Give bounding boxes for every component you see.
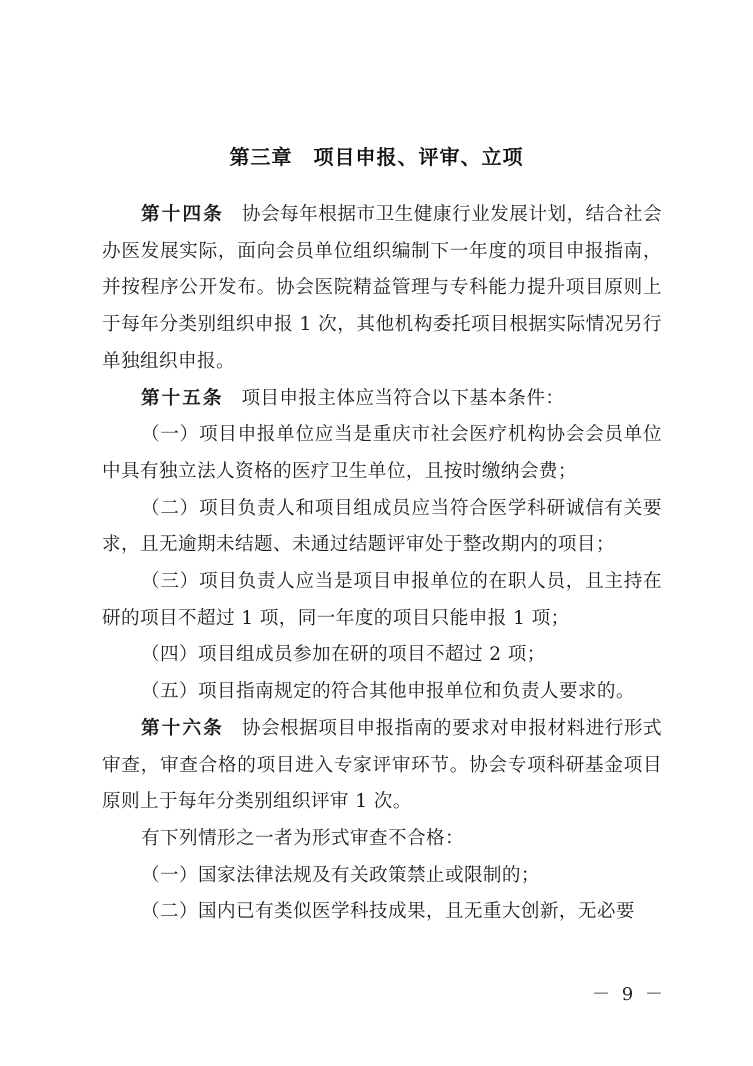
condition-item: （一）项目申报单位应当是重庆市社会医疗机构协会会员单位中具有独立法人资格的医疗卫生单位，且按时缴纳会费； xyxy=(102,424,662,482)
failure-intro: 有下列情形之一者为形式审查不合格： xyxy=(141,827,464,849)
failure-item: （一）国家法律法规及有关政策禁止或限制的； xyxy=(141,864,540,886)
page-number: － 9 － xyxy=(592,984,666,1005)
article-number: 第十四条 xyxy=(141,204,224,225)
article-15 xyxy=(102,381,662,418)
article-14 xyxy=(102,197,662,381)
page-bottom-edge xyxy=(0,1058,753,1066)
chapter-title: 第三章 项目申报、评审、立项 xyxy=(229,145,524,169)
failure-item: （二）国内已有类似医学科技成果，且无重大创新，无必要 xyxy=(141,901,635,923)
article-number: 第十五条 xyxy=(141,387,224,409)
condition-item: （二）项目负责人和项目组成员应当符合医学科研诚信有关要求，且无逾期未结题、未通过结题评审处于整改期内的项目； xyxy=(102,497,662,556)
article-text: 协会根据项目申报指南的要求对申报材料进行形式审查，审查合格的项目进入专家评审环节。协会专项科研基金项目原则上于每年分类别组织评审 1 次。 xyxy=(102,717,662,813)
article-text: 项目申报主体应当符合以下基本条件： xyxy=(241,387,565,409)
article-number: 第十六条 xyxy=(141,717,224,739)
article-16 xyxy=(102,711,662,821)
condition-item: （五）项目指南规定的符合其他申报单位和负责人要求的。 xyxy=(141,681,635,703)
document-body xyxy=(102,197,662,931)
condition-item: （三）项目负责人应当是项目申报单位的在职人员，且主持在研的项目不超过 1 项，同一年度的项目只能申报 1 项； xyxy=(102,571,662,629)
article-text: 协会每年根据市卫生健康行业发展计划，结合社会办医发展实际，面向会员单位组织编制下一年度的项目申报指南，并按程序公开发布。协会医院精益管理与专科能力提升项目原则上于每年分类别组织申报 1 次，其他机构委托项目根据实际情况另行单独组织申报。 xyxy=(102,204,662,372)
condition-item: （四）项目组成员参加在研的项目不超过 2 项； xyxy=(141,644,546,666)
